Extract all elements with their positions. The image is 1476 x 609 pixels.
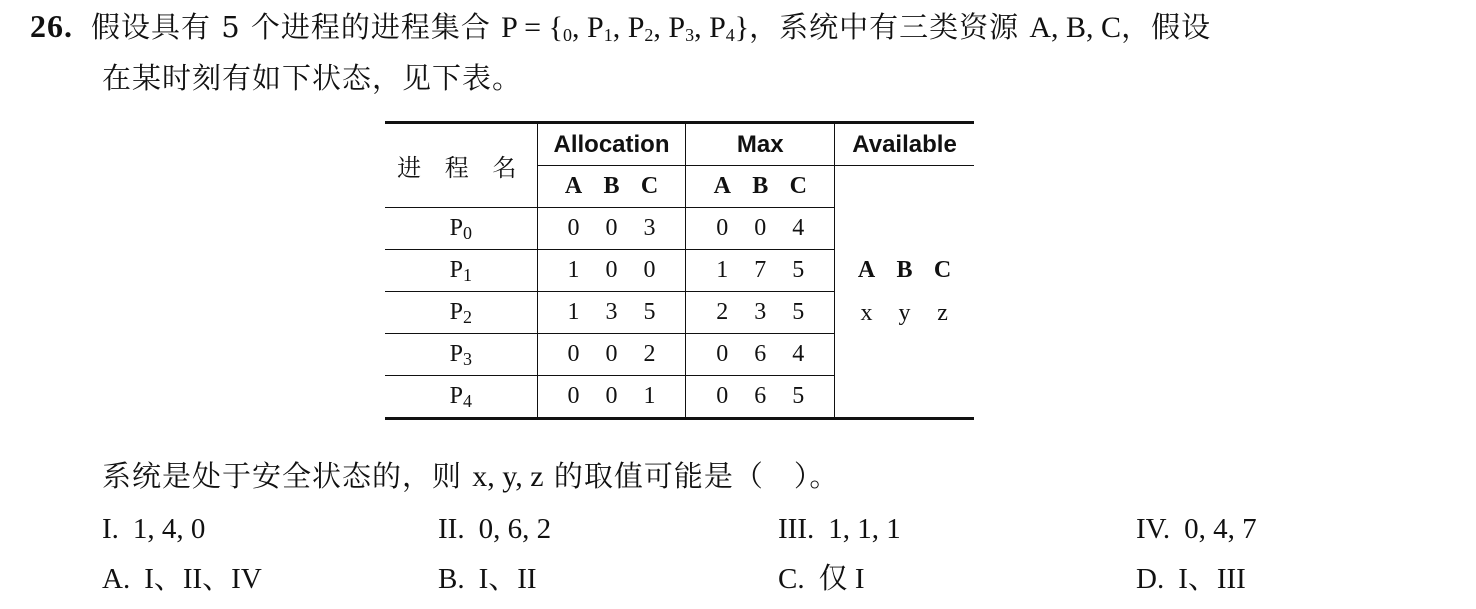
set-sub-2: 2 (644, 25, 654, 45)
process-set: P = {0, P1, P2, P3, P4} (501, 11, 750, 45)
question-prompt: 系统是处于安全状态的，则 x, y, z 的取值可能是（ ）。 (102, 459, 840, 493)
set-sub-0: 0 (563, 25, 572, 45)
available-cell (835, 166, 974, 419)
resource-table (385, 121, 974, 420)
allocation-values: 1 0 0 (537, 250, 686, 292)
set-sub-1: 1 (603, 25, 613, 45)
allocation-values: 1 3 5 (537, 292, 686, 334)
table-header-row (385, 123, 974, 166)
process-name: $P_1$ (385, 250, 537, 292)
option-iii: III. 1, 1, 1 (778, 513, 901, 545)
option-iv: IV. 0, 4, 7 (1136, 513, 1257, 545)
available-values: x y z (860, 299, 948, 326)
resource-list: A, B, C (1029, 11, 1122, 44)
process-name: $P_4$ (385, 376, 537, 419)
answer-b[interactable]: B. I、II (438, 563, 537, 595)
header-available: Available (835, 123, 974, 166)
process-name: $P_2$ (385, 292, 537, 334)
header-allocation: Allocation (537, 123, 686, 166)
answer-d[interactable]: D. I、III (1136, 563, 1246, 595)
header-process-name: 进 程 名 (385, 123, 537, 208)
variables: x, y, z (472, 460, 544, 493)
allocation-subheaders: A B C (537, 166, 686, 208)
max-values: 0 6 5 (686, 376, 835, 419)
answer-c[interactable]: C. 仅 I (778, 563, 865, 595)
option-i: I. 1, 4, 0 (102, 513, 206, 545)
set-sub-3: 3 (685, 25, 695, 45)
question-text-1: 假设具有 5 个进程的进程集合 (91, 10, 502, 44)
header-max: Max (686, 123, 835, 166)
max-values: 0 6 4 (686, 334, 835, 376)
max-values: 2 3 5 (686, 292, 835, 334)
allocation-values: 0 0 3 (537, 208, 686, 250)
question-line-2: 在某时刻有如下状态，见下表。 (102, 61, 523, 95)
process-name: $P_0$ (385, 208, 537, 250)
set-sub-4: 4 (725, 25, 735, 45)
process-name: $P_3$ (385, 334, 537, 376)
question-line-1 (30, 8, 1211, 53)
question-text-2: ，系统中有三类资源 (749, 10, 1030, 44)
max-values: 0 0 4 (686, 208, 835, 250)
option-ii: II. 0, 6, 2 (438, 513, 552, 545)
max-subheaders: A B C (686, 166, 835, 208)
answer-a[interactable]: A. I、II、IV (102, 563, 262, 595)
allocation-values: 0 0 1 (537, 376, 686, 419)
question-text-3: ，假设 (1121, 10, 1212, 44)
available-labels: A B C (857, 256, 952, 283)
max-values: 1 7 5 (686, 250, 835, 292)
allocation-values: 0 0 2 (537, 334, 686, 376)
question-number: 26. (30, 8, 73, 44)
